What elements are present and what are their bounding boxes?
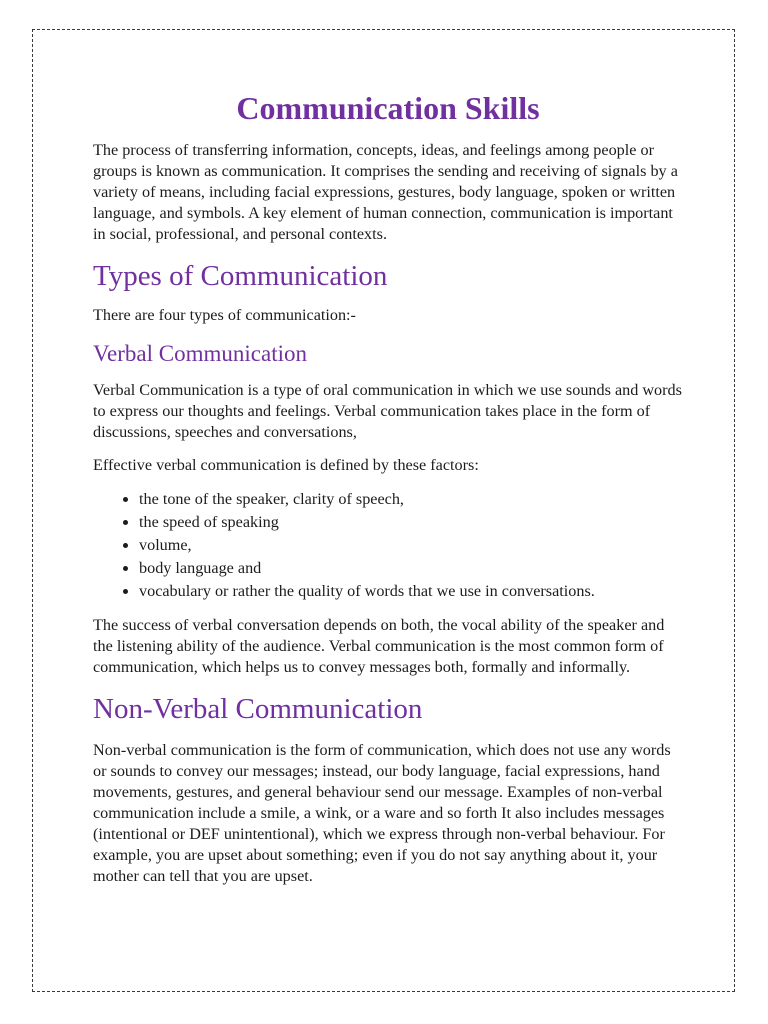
verbal-paragraph-1: Verbal Communication is a type of oral communication in which we use sounds and words to express our thoughts and feelings. Verbal communication takes place in the form of discussions, speeches and conversations,	[93, 381, 682, 441]
verbal-factors-list	[93, 488, 683, 603]
types-heading: Types of Communication	[93, 260, 388, 292]
verbal-paragraph-2: The success of verbal conversation depends on both, the vocal ability of the speaker and the listening ability of the audience. Verbal communication is the most common form of communication, which helps us to convey messages both, formally and informally.	[93, 616, 665, 676]
list-item: • vocabulary or rather the quality of words that we use in conversations.	[139, 580, 683, 603]
page-title: Communication Skills	[236, 90, 540, 126]
nonverbal-paragraph: Non-verbal communication is the form of communication, which does not use any words or sounds to convey our messages; instead, our body language, facial expressions, hand movements, gestures, and general behaviour send our message. Examples of non-verbal communication include a smile, a wink, or a ware and so forth It also includes messages (intentional or DEF unintentional), which we express through non-verbal behaviour. For example, you are upset about something; even if you do not say anything about it, your mother can tell that you are upset.	[93, 741, 671, 885]
list-item: • the tone of the speaker, clarity of speech,	[139, 488, 683, 511]
document-body	[93, 86, 683, 899]
verbal-heading: Verbal Communication	[93, 341, 307, 366]
list-item: • volume,	[139, 534, 683, 557]
verbal-factors-intro: Effective verbal communication is defined by these factors:	[93, 456, 479, 474]
intro-paragraph: The process of transferring information, concepts, ideas, and feelings among people or groups is known as communication. It comprises the sending and receiving of signals by a variety of means, including facial expressions, gestures, body language, spoken or written language, and symbols. A key element of human connection, communication is important in social, professional, and personal contexts.	[93, 141, 678, 243]
nonverbal-heading: Non-Verbal Communication	[93, 693, 423, 725]
list-item: • body language and	[139, 557, 683, 580]
types-intro: There are four types of communication:-	[93, 306, 356, 324]
list-item: • the speed of speaking	[139, 511, 683, 534]
